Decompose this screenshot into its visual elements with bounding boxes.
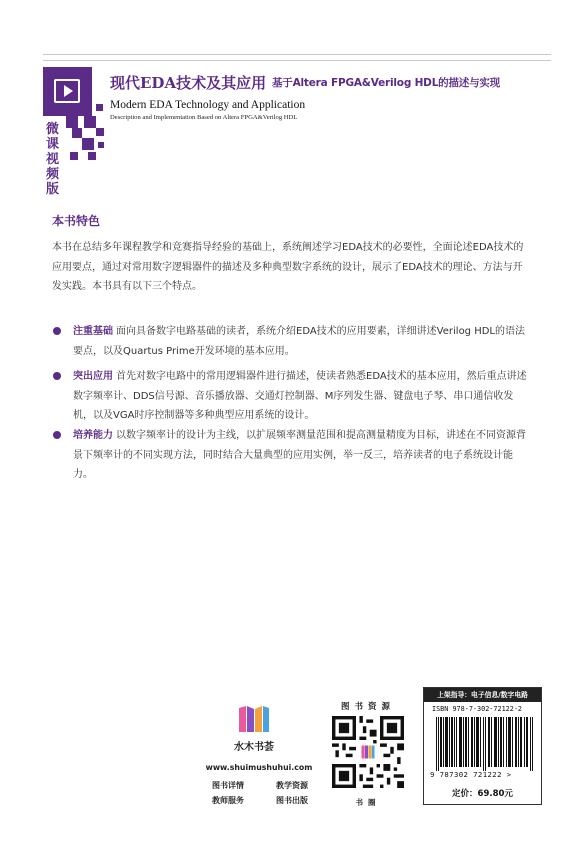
link-teacher-service[interactable]: 教师服务 xyxy=(212,796,244,805)
bullet-dot-icon xyxy=(53,372,61,380)
feature-label: 培养能力 xyxy=(73,430,113,441)
deco-square xyxy=(84,116,96,128)
feature-item xyxy=(52,367,530,426)
deco-square xyxy=(82,138,94,150)
deco-square xyxy=(96,128,104,136)
feature-item xyxy=(52,426,530,485)
vertical-char: 版 xyxy=(46,182,60,197)
deco-square xyxy=(98,142,104,148)
deco-square xyxy=(96,104,103,111)
feature-text xyxy=(73,426,530,485)
book-subtitle-cn: 基于Altera FPGA&Verilog HDL的描述与实现 xyxy=(272,77,500,89)
features-intro: 本书在总结多年课程教学和竞赛指导经验的基础上，系统阐述学习EDA技术的必要性，全面论述EDA技术的应用要点，通过对常用数字逻辑器件的描述及多种典型数字系统的设计，展示了EDA技术的理论、方法与开发实践。本书具有以下三个特点。 xyxy=(52,242,524,292)
deco-square xyxy=(72,128,82,138)
feature-body: 面向具备数字电路基础的读者，系统介绍EDA技术的应用要素，详细讲述Verilog HDL的语法要点，以及Quartus Prime开发环境的基本应用。 xyxy=(73,326,526,357)
qr-caption: 书圈 xyxy=(355,798,381,807)
isbn-number: ISBN 978-7-302-72122-2 xyxy=(432,705,523,713)
shelving-category: 上架指导：电子信息/数字电路 xyxy=(424,688,541,702)
book-subtitle-en: Description and Implementation Based on Altera FPGA&Verilog HDL xyxy=(110,114,298,121)
top-rule-1 xyxy=(43,54,551,55)
publisher-name: 水木书荟 xyxy=(234,742,274,753)
publisher-links xyxy=(212,778,308,808)
qr-title: 图书资源 xyxy=(340,702,395,712)
features-heading: 本书特色 xyxy=(52,214,101,228)
deco-square xyxy=(88,152,96,160)
play-triangle-icon xyxy=(64,85,73,97)
feature-label: 突出应用 xyxy=(73,371,113,382)
link-book-publishing[interactable]: 图书出版 xyxy=(276,796,308,805)
top-rule-2 xyxy=(43,60,551,61)
barcode-icon xyxy=(436,717,534,771)
deco-square xyxy=(70,152,78,160)
bullet-dot-icon xyxy=(53,327,61,335)
deco-square xyxy=(66,116,78,128)
link-teaching-resources[interactable]: 教学资源 xyxy=(276,781,308,790)
vertical-char: 视 xyxy=(46,152,60,167)
link-book-details[interactable]: 图书详情 xyxy=(212,781,244,790)
publisher-url[interactable]: www.shuimushuhui.com xyxy=(205,763,313,772)
bullet-dot-icon xyxy=(53,431,61,439)
video-logo-block xyxy=(43,67,92,116)
vertical-char: 微 xyxy=(46,122,60,137)
feature-text xyxy=(73,367,530,426)
publisher-books-logo-icon xyxy=(237,704,271,734)
vertical-char: 课 xyxy=(46,137,60,152)
vertical-char: 频 xyxy=(46,167,60,182)
book-price: 定价：69.80元 xyxy=(452,789,513,799)
feature-body: 首先对数字电路中的常用逻辑器件进行描述，使读者熟悉EDA技术的基本应用，然后重点讲述数字频率计、DDS信号源、音乐播放器、交通灯控制器、M序列发生器、键盘电子琴、串口通信收发机，以及VGA时序控制器等多种典型应用系统的设计。 xyxy=(73,371,527,421)
book-title-cn: 现代EDA技术及其应用 xyxy=(110,74,267,92)
feature-body: 以数字频率计的设计为主线，以扩展频率测量范围和提高测量精度为目标，讲述在不同资源背景下频率计的不同实现方法，同时结合大量典型的应用实例，举一反三，培养读者的电子系统设计能力。 xyxy=(73,430,526,480)
book-title-en: Modern EDA Technology and Application xyxy=(110,99,306,111)
isbn-price-box xyxy=(423,687,542,805)
feature-label: 注重基础 xyxy=(73,326,113,337)
edition-vertical-label xyxy=(46,122,62,197)
feature-item xyxy=(52,322,530,361)
barcode-digits: 9 787302 721222 > xyxy=(430,770,512,779)
feature-text xyxy=(73,322,530,361)
qr-code-icon[interactable] xyxy=(332,716,404,788)
